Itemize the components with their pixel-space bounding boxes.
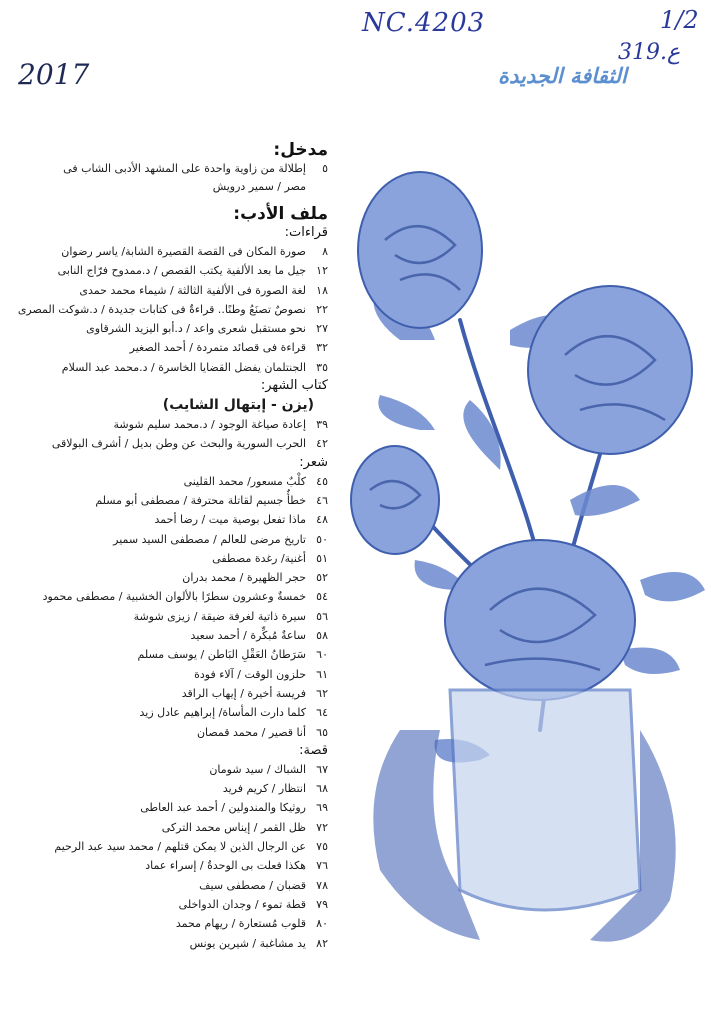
toc-page-number: ٧٩ bbox=[316, 897, 328, 911]
toc-entry bbox=[60, 684, 328, 703]
toc-page-number: ٤٦ bbox=[316, 493, 328, 507]
toc-entry bbox=[51, 434, 328, 453]
toc-page-number: ٥٦ bbox=[316, 609, 328, 623]
toc-page-number: ٨ bbox=[322, 245, 328, 258]
toc-entry bbox=[60, 568, 328, 587]
toc-page-number: ١٢ bbox=[316, 264, 328, 278]
toc-page-number: ٧٢ bbox=[316, 820, 328, 834]
toc-entry-title: قطة تموء / وجدان الدواخلى bbox=[178, 897, 306, 911]
toc-entry bbox=[60, 415, 328, 434]
subsection-title-readings: قراءات: bbox=[284, 225, 328, 240]
subsection-title-stories: قصة: bbox=[299, 742, 328, 758]
toc-entry-title: نحو مستقبل شعرى واعد / د.أبو اليزيد الشرقاوى bbox=[86, 322, 306, 336]
toc-entry-title: ساعةٌ مُبكِّرة / أحمد سعيد bbox=[190, 629, 306, 643]
toc-entry bbox=[60, 665, 328, 684]
toc-page-number: ٤٨ bbox=[316, 513, 328, 527]
handwritten-page-fraction: 1/2 bbox=[660, 6, 699, 34]
handwritten-catalog-number: NC.4203 bbox=[362, 8, 486, 38]
toc-entry-title: إعادة صياغة الوجود / د.محمد سليم شوشة bbox=[113, 418, 306, 432]
book-of-month-list bbox=[51, 415, 328, 454]
toc-entry bbox=[60, 626, 328, 645]
toc-entry-title: تاريخ مرضى للعالم / مصطفى السيد سمير bbox=[113, 532, 306, 546]
toc-page-number: ٨٠ bbox=[316, 917, 328, 931]
toc-entry bbox=[60, 703, 328, 722]
toc-entry-title: انتظار / كريم فريد bbox=[222, 782, 306, 796]
toc-entry bbox=[60, 510, 328, 529]
toc-entry bbox=[60, 914, 328, 933]
toc-entry-title: سَرَطانُ العَقْلِ البَاطن / يوسف مسلم bbox=[137, 648, 306, 662]
toc-page-number: ٥ bbox=[322, 162, 328, 175]
toc-page-number: ٦١ bbox=[316, 667, 328, 681]
toc-page-number: ٣٩ bbox=[316, 418, 328, 432]
toc-page-number: ٨٢ bbox=[316, 936, 328, 950]
toc-entry-title: روثيكا والمندولين / أحمد عبد العاطى bbox=[140, 801, 306, 815]
toc-page-number: ٥٢ bbox=[316, 571, 328, 585]
toc-entry-title: الشباك / سيد شومان bbox=[209, 762, 306, 776]
toc-entry-title: عن الرجال الذين لا يمكن قتلهم / محمد سيد عبد الرحيم bbox=[54, 840, 306, 854]
toc-entry-title: فريسة أخيرة / إيهاب الراقد bbox=[181, 686, 306, 700]
toc-page-number: ١٨ bbox=[316, 283, 328, 297]
intro-list bbox=[60, 160, 328, 196]
section-title-intro: مدخل: bbox=[273, 140, 328, 160]
toc-entry bbox=[60, 934, 328, 953]
toc-entry bbox=[60, 160, 328, 196]
toc-page-number: ٧٦ bbox=[316, 859, 328, 873]
toc-entry-title: أنا قصير / محمد قمصان bbox=[196, 725, 306, 739]
stories-list bbox=[54, 760, 328, 953]
toc-page-number: ٥٨ bbox=[316, 629, 328, 643]
toc-entry-title: أغنية/ رغدة مصطفى bbox=[212, 551, 306, 565]
toc-entry-title: قلوب مُستعارة / ريهام محمد bbox=[175, 917, 306, 931]
toc-page-number: ٦٧ bbox=[316, 762, 328, 776]
toc-page-number: ٦٩ bbox=[316, 801, 328, 815]
magazine-logo: الثقافة الجديدة bbox=[498, 64, 627, 88]
toc-entry bbox=[60, 723, 328, 742]
toc-page-number: ٥٤ bbox=[316, 590, 328, 604]
toc-entry bbox=[57, 261, 328, 280]
toc-entry-title: قراءة فى قصائد متمردة / أحمد الصغير bbox=[129, 341, 306, 355]
toc-entry bbox=[42, 587, 328, 606]
toc-page-number: ٢٢ bbox=[316, 302, 328, 316]
toc-entry bbox=[60, 242, 328, 261]
toc-entry bbox=[60, 319, 328, 338]
toc-entry-title: هكذا فعلت بى الوحدةُ / إسراء عماد bbox=[145, 859, 306, 873]
toc-entry-title: كلْبٌ مسعور/ محمد القلينى bbox=[183, 474, 306, 488]
toc-page-number: ٢٧ bbox=[316, 322, 328, 336]
toc-page-number: ٦٢ bbox=[316, 686, 328, 700]
toc-entry bbox=[17, 300, 328, 319]
toc-entry bbox=[60, 856, 328, 875]
toc-entry bbox=[60, 281, 328, 300]
toc-entry bbox=[60, 549, 328, 568]
toc-entry bbox=[60, 472, 328, 491]
roses-illustration bbox=[340, 170, 711, 970]
toc-entry-title: جيل ما بعد الألفية يكتب القصص / د.ممدوح فرّاج النابى bbox=[57, 264, 306, 278]
toc-page-number: ٥١ bbox=[316, 551, 328, 565]
toc-entry-title: إطلالة من زاوية واحدة على المشهد الأدبى الشاب فى مصر / سمير درويش bbox=[63, 162, 306, 193]
toc-page-number: ٣٢ bbox=[316, 341, 328, 355]
toc-entry-title: الحرب السورية والبحث عن وطن بديل / أشرف البولاقى bbox=[51, 437, 306, 451]
toc-page-number: ٣٥ bbox=[316, 360, 328, 374]
toc-entry-title: ماذا تفعل بوصية ميت / رضا أحمد bbox=[154, 513, 306, 527]
toc-entry bbox=[60, 895, 328, 914]
toc-entry bbox=[60, 876, 328, 895]
toc-entry bbox=[60, 760, 328, 779]
toc-entry-title: نصوصٌ تصنَعُ وطنًا.. قراءةٌ فى كتابات جديدة / د.شوكت المصرى bbox=[17, 302, 306, 316]
toc-page-number: ٧٨ bbox=[316, 878, 328, 892]
toc-page-number: ٦٤ bbox=[316, 706, 328, 720]
subsection-title-book-of-month: كتاب الشهر: bbox=[260, 378, 328, 394]
toc-entry-title: لغة الصورة فى الألفية الثالثة / شيماء محمد حمدى bbox=[79, 283, 306, 297]
toc-page-number: ٤٢ bbox=[316, 437, 328, 451]
toc-entry bbox=[60, 818, 328, 837]
toc-entry-title: ظل القمر / إيناس محمد التركى bbox=[161, 820, 306, 834]
subsection-title-poetry: شعر: bbox=[299, 454, 328, 470]
toc-entry bbox=[60, 607, 328, 626]
toc-page-number: ٧٥ bbox=[316, 840, 328, 854]
readings-list bbox=[17, 242, 328, 377]
toc-entry bbox=[54, 837, 328, 856]
toc-entry bbox=[60, 779, 328, 798]
toc-page-number: ٤٥ bbox=[316, 474, 328, 488]
handwritten-year: 2017 bbox=[18, 58, 90, 91]
toc-entry bbox=[60, 358, 328, 377]
toc-entry-title: خطأٌ جسيم لقاتلة محترفة / مصطفى أبو مسلم bbox=[95, 493, 306, 507]
featured-book: (يزن - إبتهال الشايب) bbox=[162, 397, 314, 414]
poetry-list bbox=[42, 472, 328, 742]
toc-page-number: ٥٠ bbox=[316, 532, 328, 546]
toc-page-number: ٦٠ bbox=[316, 648, 328, 662]
toc-page-number: ٦٨ bbox=[316, 782, 328, 796]
toc-entry bbox=[60, 645, 328, 664]
section-title-literature-file: ملف الأدب: bbox=[233, 204, 328, 224]
toc-entry bbox=[60, 338, 328, 357]
toc-entry bbox=[60, 798, 328, 817]
toc-entry-title: حجر الظهيرة / محمد بدران bbox=[182, 571, 306, 585]
table-of-contents bbox=[17, 136, 328, 953]
toc-entry-title: صورة المكان فى القصة القصيرة الشابة/ ياسر رضوان bbox=[61, 245, 306, 258]
toc-entry-title: الجنتلمان يفضل القضايا الخاسرة / د.محمد عبد السلام bbox=[61, 360, 306, 374]
toc-entry-title: خمسةٌ وعشرون سطرًا بالألوان الخشبية / مصطفى محمود bbox=[42, 590, 306, 604]
handwritten-class-number: 319.ع bbox=[618, 40, 681, 65]
toc-entry bbox=[60, 491, 328, 510]
toc-entry-title: قضبان / مصطفى سيف bbox=[199, 878, 306, 892]
toc-entry-title: كلما دارت المأساة/ إبراهيم عادل زيد bbox=[139, 706, 306, 720]
toc-entry-title: يد مشاغبة / شيرين يونس bbox=[189, 936, 306, 950]
toc-entry-title: حلزون الوقت / آلاء فودة bbox=[194, 667, 306, 681]
toc-entry-title: سيرة ذاتية لغرفة ضيقة / زيزى شوشة bbox=[133, 609, 306, 623]
toc-page-number: ٦٥ bbox=[316, 725, 328, 739]
toc-entry bbox=[60, 530, 328, 549]
